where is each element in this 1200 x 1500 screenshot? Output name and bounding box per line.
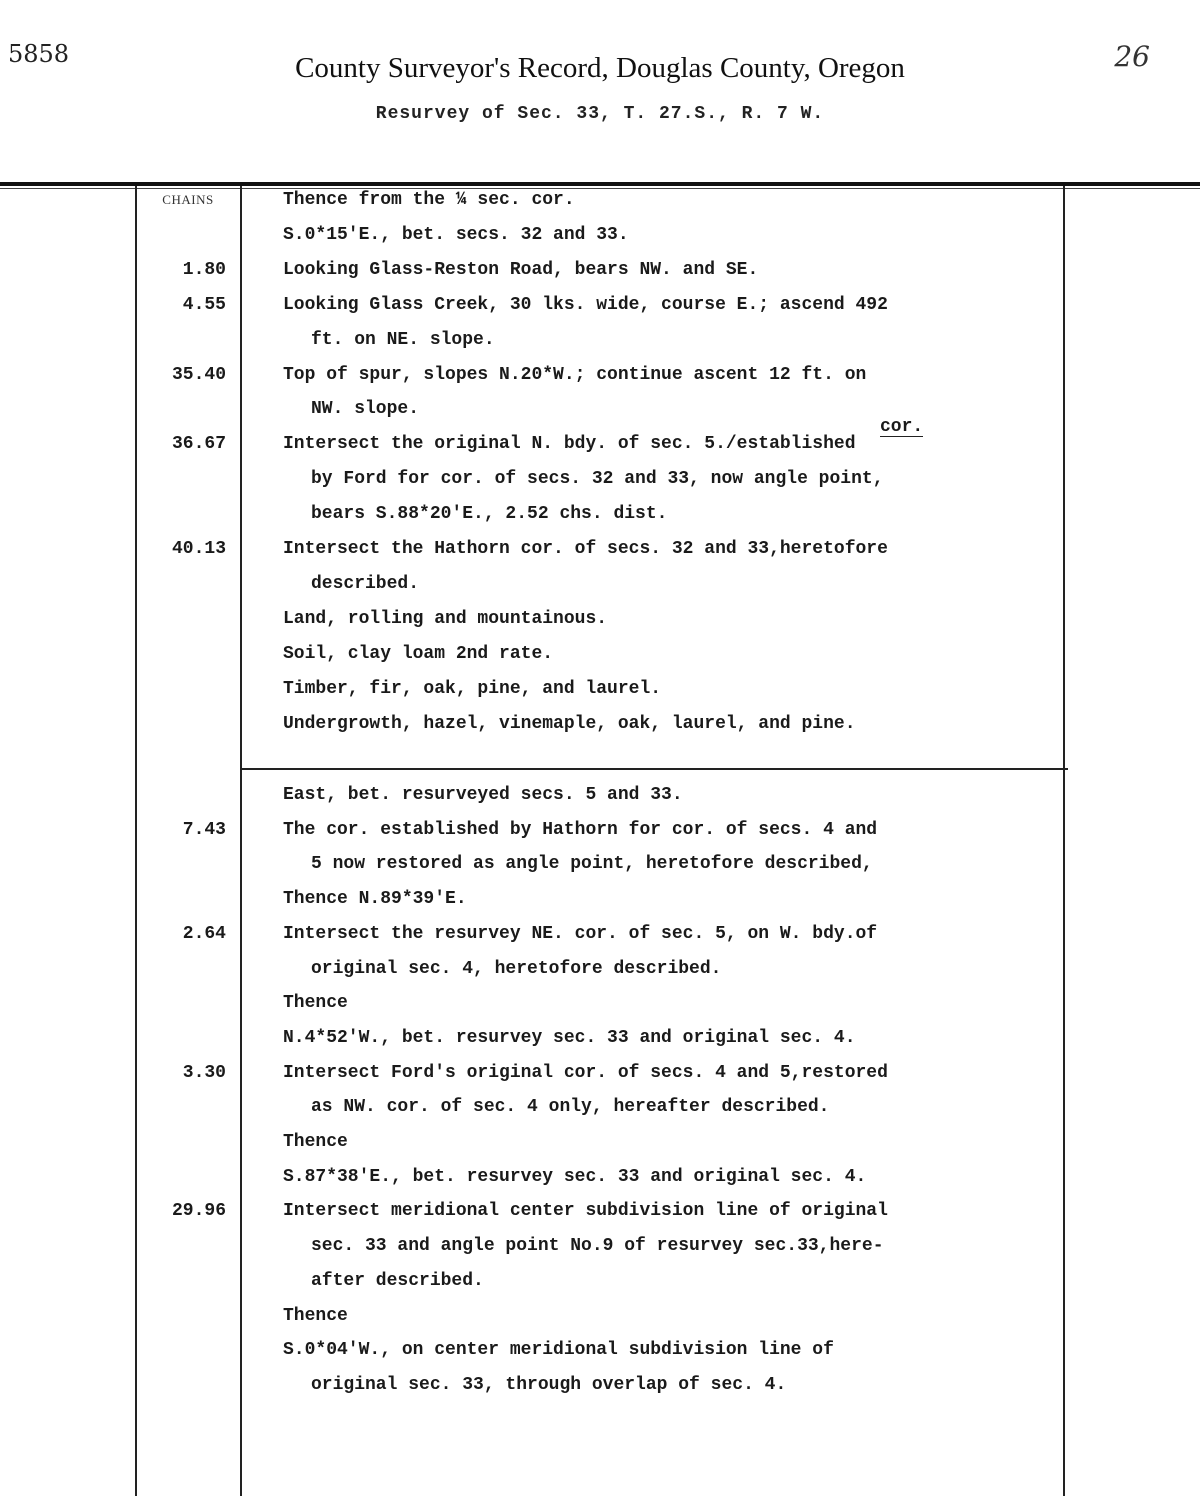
chain-distance: 7.43 <box>182 819 226 840</box>
record-text: S.0*04'W., on center meridional subdivision line of <box>283 1340 834 1361</box>
chains-header: CHAINS <box>162 192 214 207</box>
record-text: after described. <box>311 1270 484 1291</box>
chains-column-line <box>240 186 242 1496</box>
record-text: East, bet. resurveyed secs. 5 and 33. <box>283 785 683 805</box>
chain-distance: 2.64 <box>182 923 226 944</box>
record-text: Intersect meridional center subdivision line of original <box>283 1201 888 1222</box>
record-text: Timber, fir, oak, pine, and laurel. <box>283 678 662 699</box>
record-text: 5 now restored as angle point, heretofore described, <box>311 854 873 875</box>
record-text: sec. 33 and angle point No.9 of resurvey sec.33,here- <box>311 1236 884 1257</box>
chain-distance: 35.40 <box>171 364 226 385</box>
record-text: Thence N.89*39'E. <box>283 889 467 910</box>
record-text: Land, rolling and mountainous. <box>283 608 608 629</box>
record-text: Intersect the Hathorn cor. of secs. 32 and 33,heretofore <box>283 539 888 559</box>
record-text: S.87*38'E., bet. resurvey sec. 33 and original sec. 4. <box>283 1166 867 1187</box>
record-text: Intersect Ford's original cor. of secs. 4 and 5,restored <box>283 1062 888 1083</box>
record-text: Thence <box>283 1305 348 1326</box>
section-divider <box>240 768 1068 770</box>
record-text: Undergrowth, hazel, vinemaple, oak, laurel, and pine. <box>283 713 856 734</box>
record-text: Thence <box>283 1132 348 1152</box>
record-text: The cor. established by Hathorn for cor. of secs. 4 and <box>283 819 878 840</box>
record-text: by Ford for cor. of secs. 32 and 33, now angle point, <box>311 469 884 490</box>
record-text: Looking Glass-Reston Road, bears NW. and SE. <box>283 259 759 280</box>
record-text: Soil, clay loam 2nd rate. <box>283 643 554 664</box>
record-text: Thence <box>283 993 348 1014</box>
record-text: S.0*15'E., bet. secs. 32 and 33. <box>283 224 629 245</box>
chain-distance: 29.96 <box>171 1201 226 1222</box>
cor-annotation: cor. <box>880 417 924 437</box>
record-text: Intersect the original N. bdy. of sec. 5./established <box>283 434 856 455</box>
record-text: original sec. 4, heretofore described. <box>311 958 722 979</box>
record-text: NW. slope. <box>311 399 420 420</box>
record-text: original sec. 33, through overlap of sec. 4. <box>311 1374 787 1395</box>
left-column-line <box>135 186 137 1496</box>
chain-distance: 40.13 <box>171 539 226 559</box>
record-text: Thence from the ¼ sec. cor. <box>283 190 575 210</box>
chain-distance: 1.80 <box>182 259 226 280</box>
chain-distance: 4.55 <box>182 294 226 315</box>
record-text: Intersect the resurvey NE. cor. of sec. 5, on W. bdy.of <box>283 923 878 944</box>
record-text: bears S.88*20'E., 2.52 chs. dist. <box>311 504 668 525</box>
right-column-line <box>1063 186 1065 1496</box>
record-text: Top of spur, slopes N.20*W.; continue ascent 12 ft. on <box>283 364 867 385</box>
record-text: ft. on NE. slope. <box>311 329 495 350</box>
top-rule <box>0 182 1200 186</box>
chain-distance: 3.30 <box>182 1062 226 1083</box>
record-text: N.4*52'W., bet. resurvey sec. 33 and original sec. 4. <box>283 1027 856 1048</box>
chain-distance: 36.67 <box>171 434 226 455</box>
top-rule-thin <box>0 188 1200 189</box>
page-subtitle: Resurvey of Sec. 33, T. 27.S., R. 7 W. <box>375 104 825 124</box>
record-text: as NW. cor. of sec. 4 only, hereafter described. <box>311 1097 830 1118</box>
record-text: described. <box>311 573 420 594</box>
page-title: County Surveyor's Record, Douglas County, Oregon <box>295 52 905 84</box>
page-number: 5858 <box>8 40 70 68</box>
record-text: Looking Glass Creek, 30 lks. wide, course E.; ascend 492 <box>283 294 888 315</box>
sheet-number: 26 <box>1114 40 1150 73</box>
